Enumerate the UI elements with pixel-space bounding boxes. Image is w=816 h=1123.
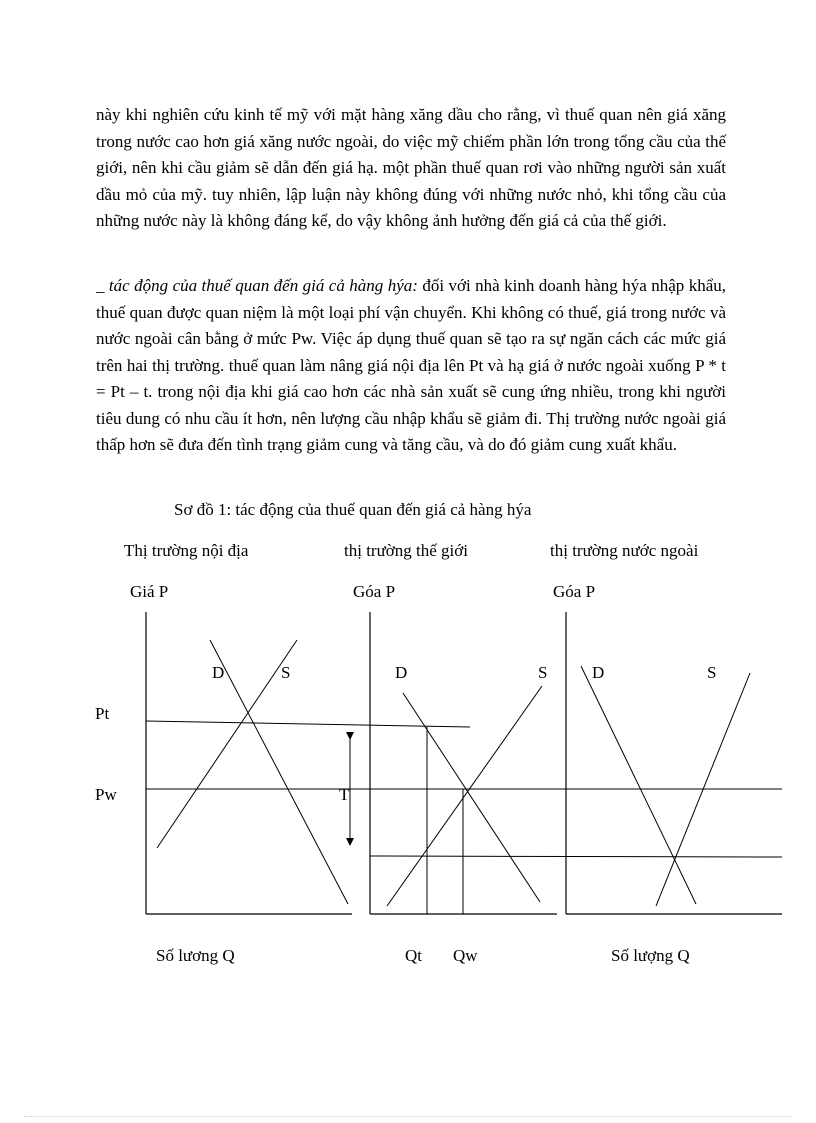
qw-label: Qw <box>453 946 478 965</box>
diagram-title: Sơ đồ 1: tác động của thuế quan đến giá cả hàng hýa <box>174 500 532 519</box>
paragraph-lead-italic: _ tác động của thuế quan đến giá cả hàng hýa: <box>96 276 418 295</box>
foreign-price-line <box>370 856 782 857</box>
supply-label-domestic: S <box>281 663 291 682</box>
panel-heading-domestic: Thị trường nội địa <box>124 541 249 560</box>
qt-label: Qt <box>405 946 422 965</box>
page-bottom-border <box>24 1116 792 1117</box>
demand-label-foreign: D <box>592 663 605 682</box>
demand-curve-domestic <box>210 640 348 904</box>
demand-label-world: D <box>395 663 408 682</box>
supply-curve-domestic <box>157 640 297 848</box>
x-axis-label-domestic: Số lương Q <box>156 946 235 965</box>
y-axis-label-world: Góa P <box>353 582 396 601</box>
y-axis-label-domestic: Giá P <box>130 582 169 601</box>
supply-curve-world <box>387 686 542 906</box>
demand-curve-foreign <box>581 666 696 904</box>
tariff-label: T <box>339 785 350 804</box>
panel-heading-world: thị trường thế giới <box>344 541 468 560</box>
supply-label-world: S <box>538 663 548 682</box>
supply-label-foreign: S <box>707 663 717 682</box>
demand-curve-world <box>403 693 540 902</box>
pw-label: Pw <box>95 785 117 804</box>
paragraph-body: đối với nhà kinh doanh hàng hýa nhập khẩu, thuế quan được quan niệm là một loại phí vận chuyển. Khi không có thuế, giá trong nước và nước ngoài cân bằng ở mức Pw. Việc áp dụng thuế quan sẽ tạo ra sự ngăn cách các mức giá trên hai thị trường. thuế quan làm nâng giá nội địa lên Pt và hạ giá ở nước ngoài xuống P * t = Pt – t. trong nội địa khi giá cao hơn các nhà sản xuất sẽ cung ứng nhiều, trong khi người tiêu dung có nhu cầu ít hơn, nên lượng cầu nhập khẩu sẽ giảm đi. Thị trường nước ngoài giá thấp hơn sẽ đưa đến tình trạng giảm cung và tăng cầu, và do đó giảm cung xuất khẩu. <box>96 276 726 454</box>
pt-label: Pt <box>95 704 110 723</box>
panel-heading-foreign: thị trường nước ngoài <box>550 541 699 560</box>
paragraph-intro: này khi nghiên cứu kinh tế mỹ với mặt hàng xăng dầu cho rằng, vì thuế quan nên giá xăng trong nước cao hơn giá xăng nước ngoài, do việc mỹ chiếm phần lớn trong tổng cầu của thế giới, nên khi cầu giảm sẽ dẫn đến giá hạ. một phần thuế quan rơi vào những người sản xuất dầu mỏ của mỹ. tuy nhiên, lập luận này không đúng với những nước nhỏ, khi tổng cầu của những nước này là không đáng kể, do vậy không ảnh hưởng đến giá cả của thế giới. <box>96 105 726 230</box>
x-axis-label-foreign: Số lượng Q <box>611 946 690 965</box>
y-axis-label-foreign: Góa P <box>553 582 596 601</box>
demand-label-domestic: D <box>212 663 225 682</box>
